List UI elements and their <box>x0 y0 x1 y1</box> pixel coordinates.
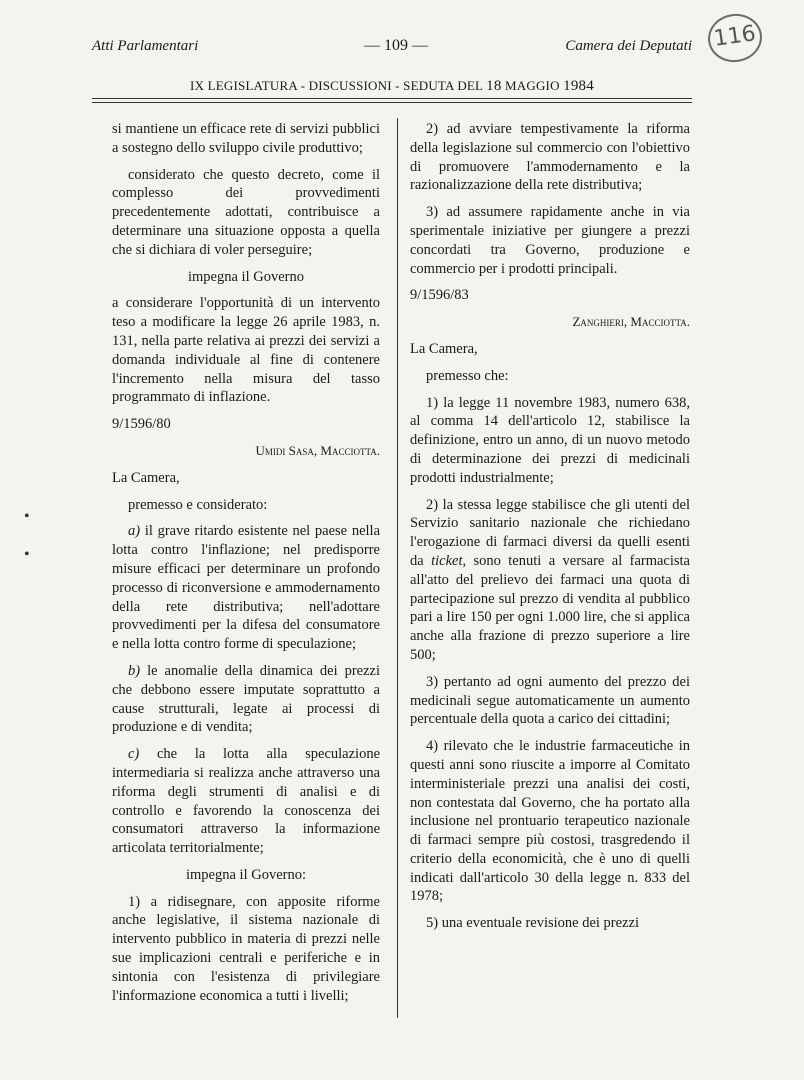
publication-title: Atti Parlamentari <box>92 38 199 54</box>
item-text: le anomalie della dinamica dei prezzi che debbono essere imputate soprattutto a cause strutturali, legate ai processi di produzione e di vendita; <box>112 662 381 736</box>
list-item: 1) la legge 11 novembre 1983, numero 638, al comma 14 dell'articolo 12, stabilisce la definizione, entro un anno, di un nuovo metodo di determinazione dei prezzi di medicinali prodotti industrialmente; <box>410 394 690 486</box>
item-text: il grave ritardo esistente nel paese nella lotta contro l'inflazione; nel predisporre misure efficaci per determinare un profondo processo di riconversione e ammodernamento della rete distributiva; nell'adottare provvedimenti per la difesa del consumatore e nella lotta contro forme di speculazione; <box>112 523 381 653</box>
list-item: 1) a ridisegnare, con apposite riforme anche legislative, il sistema nazionale di intervento pubblico in materia di prezzi nelle sue implicazioni centrali e periferiche e in sintonia con l'esistenza di privilegiare l'informazione economica a tutti i livelli; <box>112 893 380 1004</box>
list-item <box>112 522 380 654</box>
item-label: a) <box>128 523 141 540</box>
paragraph: a considerare l'opportunità di un intervento teso a modificare la legge 26 aprile 1983, n. 131, nella parte relativa ai prezzi dei servizi a domanda individuale al fine di contenere l'incremento nella misura del tasso programmato di inflazione. <box>112 295 380 406</box>
list-item <box>410 496 690 665</box>
signers: Umidi Sasa, Macciotta. <box>255 442 380 458</box>
preamble: premesso e considerato: <box>128 496 268 513</box>
header-rule-bottom <box>92 102 692 103</box>
paragraph-heading: impegna il Governo <box>188 268 304 285</box>
signers: Zanghieri, Macciotta. <box>572 314 690 330</box>
paragraph: considerato che questo decreto, come il complesso dei provvedimenti precedentemente adottati, contribuisce a determinare una situazione opposta a quella che si dichiara di voler perseguire; <box>112 166 380 258</box>
item-label: b) <box>128 662 141 679</box>
left-column <box>112 120 380 1013</box>
list-item: 4) rilevato che le industrie farmaceutiche in questi anni sono riuscite a imporre al Comitato interministeriale prezzi una analisi dei costi, non contestata dal Governo, che ha portato alla inclusione nel prontuario terapeutico nazionale di farmaci sempre più costosi, trasgredendo il criterio della economicità, che è uno di quelli indicati dall'articolo 30 della legge n. 833 del 1978; <box>410 738 690 905</box>
motion-reference: 9/1596/80 <box>112 416 171 433</box>
session-year: 1984 <box>563 78 594 94</box>
item-text: che la lotta alla speculazione intermediaria si realizza anche attraverso una riforma degli strumenti di analisi e di controllo e favorendo la conoscenza dei consumatori attraverso la informazione articolata territorialmente; <box>112 746 380 857</box>
paragraph-heading: impegna il Governo: <box>185 866 306 883</box>
item-text: , sono tenuti a versare al farmacista all'atto del prelievo dei farmaci una quota di partecipazione sul prezzo di vendita al pubblico pari a lire 150 per ogni 1.000 lire, che si applica anche alla frazione di prezzo superiore a lire 500; <box>410 552 690 663</box>
la-camera: La Camera, <box>112 469 180 486</box>
emphasis: ticket <box>431 552 463 569</box>
page-header <box>92 34 692 58</box>
item-label: c) <box>128 746 140 763</box>
list-item <box>112 662 380 737</box>
session-subheader <box>92 78 692 95</box>
page-number: — 109 — <box>364 37 428 54</box>
list-item: 3) pertanto ad ogni aumento del prezzo dei medicinali segue automaticamente un aumento percentuale della quota a carico dei cittadini; <box>410 673 690 728</box>
preamble: premesso che: <box>426 367 509 384</box>
header-rule-top <box>92 98 692 99</box>
chamber-name: Camera dei Deputati <box>565 38 692 54</box>
list-item: 2) ad avviare tempestivamente la riforma della legislazione sul commercio con l'obiettivo di promuovere l'ammodernamento e la razionalizzazione della rete distributiva; <box>410 121 690 194</box>
column-separator <box>397 118 398 1018</box>
margin-mark: • <box>24 546 30 563</box>
list-item <box>112 745 380 858</box>
list-item: 5) una eventuale revisione dei prezzi <box>426 915 639 932</box>
right-column <box>410 120 690 941</box>
list-item: 3) ad assumere rapidamente anche in via sperimentale iniziative per giungere a prezzi concordati tra Governo, produzione e commercio per i prodotti principali. <box>410 204 690 277</box>
item-text: 2) la stessa legge stabilisce che gli utenti del Servizio sanitario nazionale che richiedano l'erogazione di farmaci diversi da quelli esenti da <box>410 496 690 569</box>
motion-reference: 9/1596/83 <box>410 287 469 304</box>
session-day: 18 <box>486 78 502 94</box>
paragraph: si mantiene un efficace rete di servizi pubblici a sostegno dello sviluppo civile produttivo; <box>112 121 380 156</box>
session-prefix: IX LEGISLATURA - DISCUSSIONI - SEDUTA DEL <box>190 78 483 93</box>
margin-mark: • <box>24 508 30 525</box>
handwritten-page-stamp: 116 <box>705 10 765 65</box>
la-camera: La Camera, <box>410 340 478 357</box>
session-month: MAGGIO <box>505 78 560 93</box>
